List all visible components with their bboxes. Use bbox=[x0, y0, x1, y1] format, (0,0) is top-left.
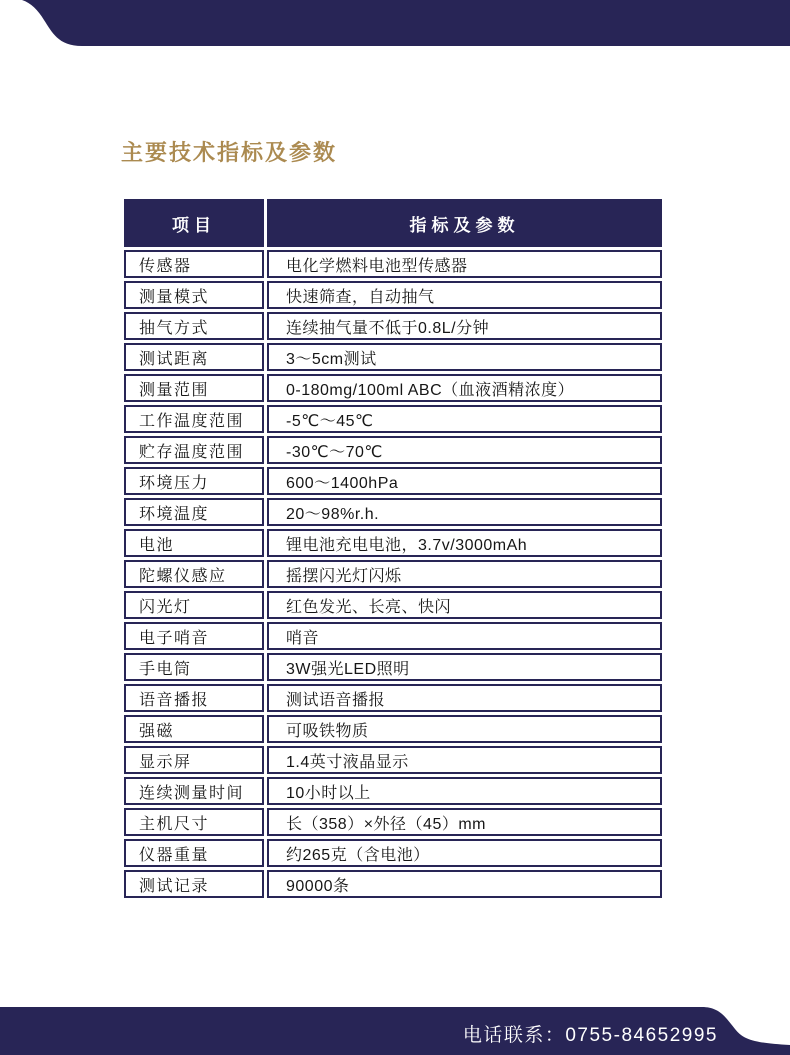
spec-value-cell: 电化学燃料电池型传感器 bbox=[267, 250, 662, 278]
spec-value-cell: 锂电池充电电池，3.7v/3000mAh bbox=[267, 529, 662, 557]
spec-item-cell: 抽气方式 bbox=[124, 312, 264, 340]
table-row bbox=[124, 777, 662, 805]
table-row bbox=[124, 250, 662, 278]
table-row bbox=[124, 498, 662, 526]
spec-item-cell: 测量范围 bbox=[124, 374, 264, 402]
table-row bbox=[124, 591, 662, 619]
page-title: 主要技术指标及参数 bbox=[121, 140, 338, 165]
table-row bbox=[124, 653, 662, 681]
table-row bbox=[124, 529, 662, 557]
spec-value-cell: 摇摆闪光灯闪烁 bbox=[267, 560, 662, 588]
spec-value-cell: 可吸铁物质 bbox=[267, 715, 662, 743]
table-row bbox=[124, 622, 662, 650]
table-row bbox=[124, 436, 662, 464]
spec-table bbox=[124, 199, 662, 898]
spec-value-cell: 红色发光、长亮、快闪 bbox=[267, 591, 662, 619]
spec-value-cell: 90000条 bbox=[267, 870, 662, 898]
footer-band bbox=[0, 1005, 790, 1055]
spec-item-cell: 仪器重量 bbox=[124, 839, 264, 867]
table-row bbox=[124, 560, 662, 588]
table-row bbox=[124, 281, 662, 309]
spec-item-cell: 闪光灯 bbox=[124, 591, 264, 619]
spec-item-cell: 显示屏 bbox=[124, 746, 264, 774]
table-row bbox=[124, 808, 662, 836]
spec-item-cell: 电子哨音 bbox=[124, 622, 264, 650]
spec-item-cell: 陀螺仪感应 bbox=[124, 560, 264, 588]
table-row bbox=[124, 870, 662, 898]
spec-item-cell: 测量模式 bbox=[124, 281, 264, 309]
spec-value-cell: 长（358）×外径（45）mm bbox=[267, 808, 662, 836]
spec-value-cell: -5℃～45℃ bbox=[267, 405, 662, 433]
spec-value-cell: 600～1400hPa bbox=[267, 467, 662, 495]
table-header-item: 项目 bbox=[124, 199, 264, 247]
table-row bbox=[124, 405, 662, 433]
table-row bbox=[124, 746, 662, 774]
table-row bbox=[124, 374, 662, 402]
top-corner-decoration bbox=[0, 0, 790, 48]
spec-item-cell: 测试记录 bbox=[124, 870, 264, 898]
table-row bbox=[124, 715, 662, 743]
spec-value-cell: 0-180mg/100ml ABC（血液酒精浓度） bbox=[267, 374, 662, 402]
table-row bbox=[124, 467, 662, 495]
spec-value-cell: 1.4英寸液晶显示 bbox=[267, 746, 662, 774]
spec-value-cell: 3～5cm测试 bbox=[267, 343, 662, 371]
spec-item-cell: 语音播报 bbox=[124, 684, 264, 712]
spec-value-cell: 测试语音播报 bbox=[267, 684, 662, 712]
spec-item-cell: 传感器 bbox=[124, 250, 264, 278]
spec-value-cell: 快速筛查，自动抽气 bbox=[267, 281, 662, 309]
phone-contact: 电话联系：0755-84652995 bbox=[462, 1025, 718, 1046]
table-header-row bbox=[124, 199, 662, 247]
table-header-value: 指标及参数 bbox=[267, 199, 662, 247]
spec-value-cell: 10小时以上 bbox=[267, 777, 662, 805]
spec-value-cell: 20～98%r.h. bbox=[267, 498, 662, 526]
spec-value-cell: 连续抽气量不低于0.8L/分钟 bbox=[267, 312, 662, 340]
table-row bbox=[124, 312, 662, 340]
table-row bbox=[124, 684, 662, 712]
table-row bbox=[124, 839, 662, 867]
spec-item-cell: 环境压力 bbox=[124, 467, 264, 495]
spec-value-cell: -30℃～70℃ bbox=[267, 436, 662, 464]
spec-item-cell: 连续测量时间 bbox=[124, 777, 264, 805]
spec-item-cell: 电池 bbox=[124, 529, 264, 557]
table-body bbox=[124, 250, 662, 898]
spec-item-cell: 主机尺寸 bbox=[124, 808, 264, 836]
spec-item-cell: 测试距离 bbox=[124, 343, 264, 371]
spec-item-cell: 工作温度范围 bbox=[124, 405, 264, 433]
spec-item-cell: 环境温度 bbox=[124, 498, 264, 526]
spec-value-cell: 3W强光LED照明 bbox=[267, 653, 662, 681]
spec-value-cell: 约265克（含电池） bbox=[267, 839, 662, 867]
table-row bbox=[124, 343, 662, 371]
spec-value-cell: 哨音 bbox=[267, 622, 662, 650]
spec-item-cell: 贮存温度范围 bbox=[124, 436, 264, 464]
spec-item-cell: 手电筒 bbox=[124, 653, 264, 681]
spec-item-cell: 强磁 bbox=[124, 715, 264, 743]
